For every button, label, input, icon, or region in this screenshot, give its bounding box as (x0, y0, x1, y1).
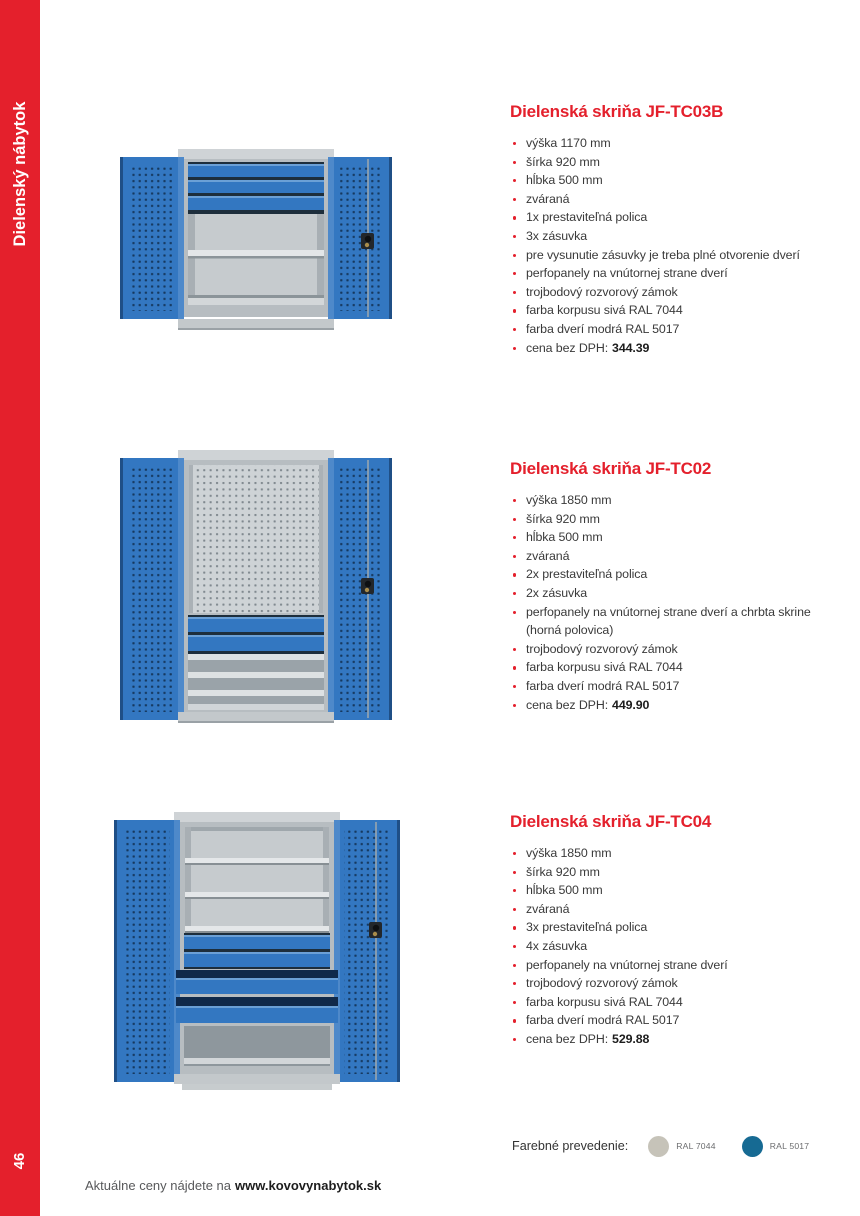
price-label: cena bez DPH: (526, 1031, 609, 1046)
spec-item: perfopanely na vnútornej strane dverí a chrbta skrine (horná polovica) (510, 603, 828, 640)
price-label: cena bez DPH: (526, 340, 609, 355)
price-value: 529.88 (612, 1031, 650, 1046)
color-legend-label: Farebné prevedenie: (512, 1139, 629, 1153)
spec-item: 2x prestaviteľná polica (510, 565, 828, 584)
spec-item-price (510, 696, 828, 715)
spec-item: farba dverí modrá RAL 5017 (510, 320, 828, 339)
spec-item: farba korpusu sivá RAL 7044 (510, 658, 828, 677)
spec-item: zváraná (510, 547, 828, 566)
spec-item-price (510, 339, 828, 358)
spec-item: hĺbka 500 mm (510, 881, 828, 900)
price-value: 344.39 (612, 340, 650, 355)
product-title: Dielenská skriňa JF-TC02 (510, 459, 712, 478)
product-spec-list (510, 491, 828, 714)
spec-item: farba dverí modrá RAL 5017 (510, 677, 828, 696)
spec-item: výška 1170 mm (510, 134, 828, 153)
color-legend (512, 1133, 835, 1159)
category-sidebar (0, 0, 40, 1216)
color-swatch-ral-5017 (742, 1136, 763, 1157)
spec-item: 2x zásuvka (510, 584, 828, 603)
spec-item: perfopanely na vnútornej strane dverí (510, 956, 828, 975)
spec-item: farba korpusu sivá RAL 7044 (510, 993, 828, 1012)
spec-item: výška 1850 mm (510, 844, 828, 863)
color-swatch-name: RAL 5017 (769, 1141, 810, 1151)
spec-item: zváraná (510, 900, 828, 919)
spec-item: 3x zásuvka (510, 227, 828, 246)
product-title: Dielenská skriňa JF-TC04 (510, 812, 712, 831)
product-image-jf-tc04 (112, 810, 402, 1094)
spec-item: hĺbka 500 mm (510, 171, 828, 190)
product-image-jf-tc02 (118, 448, 394, 732)
footer-text: Aktuálne ceny nájdete na (85, 1178, 231, 1193)
price-label: cena bez DPH: (526, 697, 609, 712)
price-value: 449.90 (612, 697, 650, 712)
spec-item: trojbodový rozvorový zámok (510, 640, 828, 659)
product-spec-list (510, 134, 828, 357)
spec-item: trojbodový rozvorový zámok (510, 974, 828, 993)
product-title: Dielenská skriňa JF-TC03B (510, 102, 724, 121)
spec-item: 4x zásuvka (510, 937, 828, 956)
spec-item: zváraná (510, 190, 828, 209)
spec-item: šírka 920 mm (510, 153, 828, 172)
category-label: Dielenský nábytok (11, 101, 29, 247)
color-swatch-name: RAL 7044 (676, 1141, 716, 1151)
spec-item: farba dverí modrá RAL 5017 (510, 1011, 828, 1030)
page-number: 46 (11, 1152, 28, 1170)
spec-item: šírka 920 mm (510, 510, 828, 529)
cabinet-illustration-icon (118, 448, 394, 732)
footer-website-link[interactable]: www.kovovynabytok.sk (235, 1178, 382, 1193)
product-image-jf-tc03b (118, 147, 394, 333)
spec-item: pre vysunutie zásuvky je treba plné otvorenie dverí (510, 246, 828, 265)
color-swatch-ral-7044 (648, 1136, 669, 1157)
cabinet-illustration-icon (112, 810, 402, 1094)
spec-item: šírka 920 mm (510, 863, 828, 882)
product-spec-list (510, 844, 828, 1049)
spec-item: 1x prestaviteľná polica (510, 208, 828, 227)
spec-item: trojbodový rozvorový zámok (510, 283, 828, 302)
spec-item: hĺbka 500 mm (510, 528, 828, 547)
spec-item: perfopanely na vnútornej strane dverí (510, 264, 828, 283)
spec-item: výška 1850 mm (510, 491, 828, 510)
spec-item: farba korpusu sivá RAL 7044 (510, 301, 828, 320)
spec-item-price (510, 1030, 828, 1049)
spec-item: 3x prestaviteľná polica (510, 918, 828, 937)
cabinet-illustration-icon (118, 147, 394, 333)
footer-note (85, 1178, 381, 1193)
